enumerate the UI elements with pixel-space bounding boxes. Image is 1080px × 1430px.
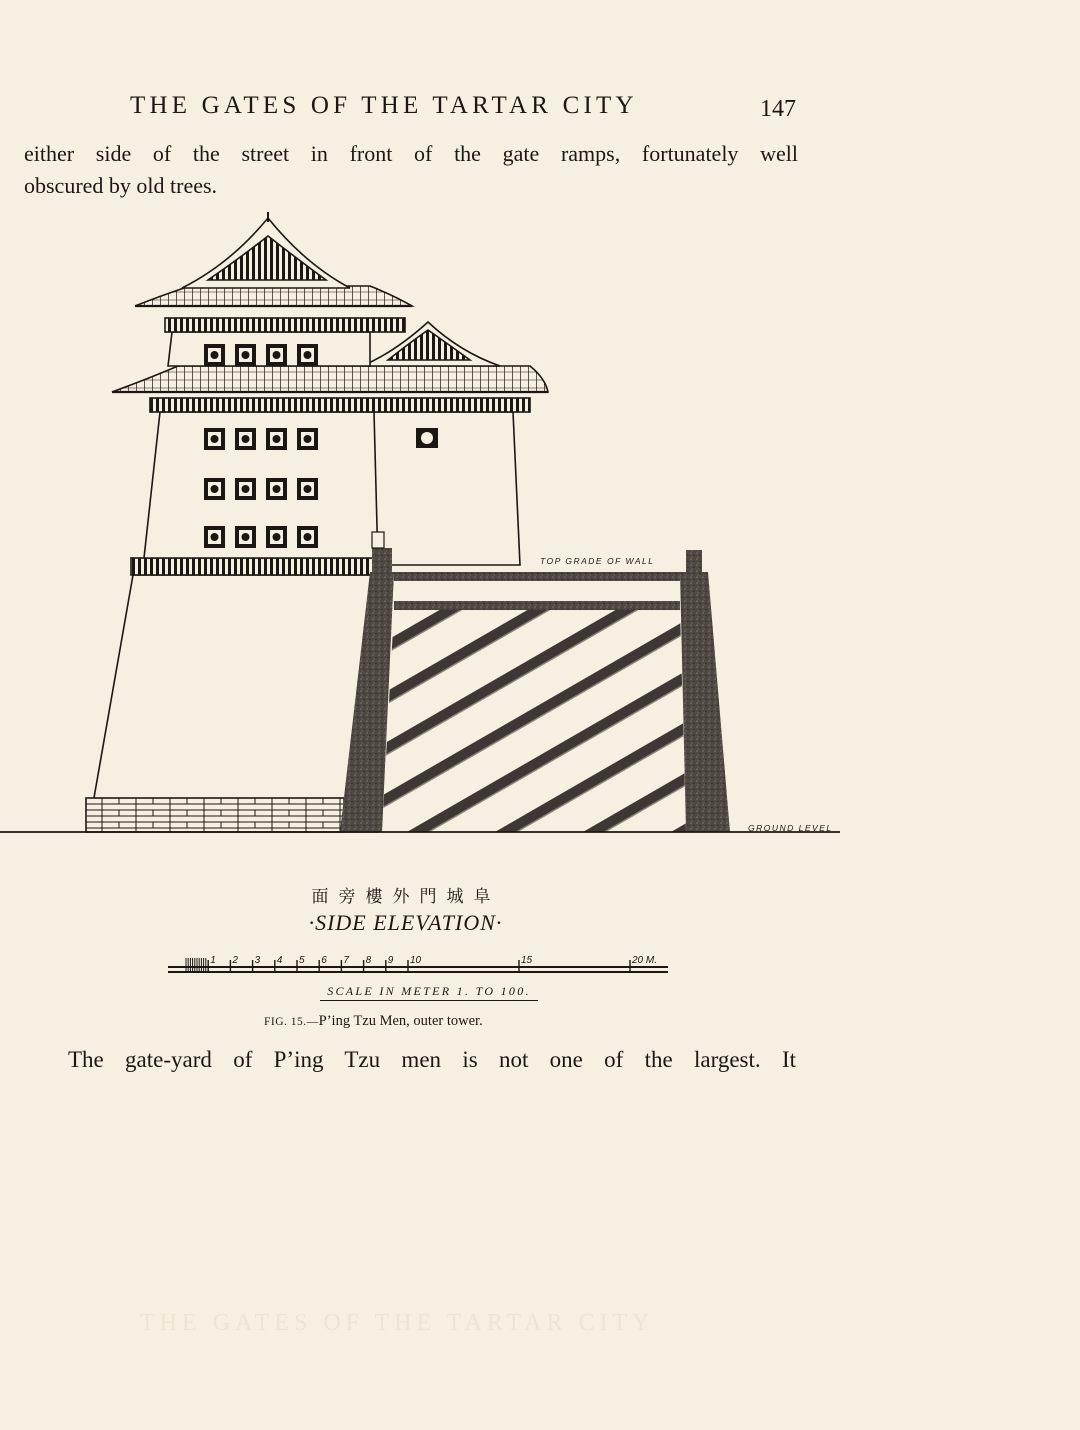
window — [297, 478, 318, 500]
window — [297, 344, 318, 366]
wall-top-slab — [394, 572, 680, 581]
page-number: 147 — [760, 96, 796, 122]
caption-body: P’ing Tzu Men, outer tower. — [318, 1013, 483, 1029]
scale-tick-label: 6 — [321, 955, 327, 966]
scale-tick-label: 15 — [521, 955, 533, 966]
tower-cornice — [131, 558, 379, 575]
body-text-line: either side of the street in front of the gate ramps, fortunately well — [24, 141, 798, 166]
top-grade-label: TOP GRADE OF WALL — [540, 556, 655, 566]
tower-base — [88, 575, 378, 832]
scale-tick-label: 2 — [232, 955, 238, 966]
window — [235, 526, 256, 548]
lower-roof — [112, 366, 548, 392]
window — [235, 428, 256, 450]
caption-prefix: FIG. 15.— — [264, 1016, 319, 1028]
show-through-text: THE GATES OF THE TARTAR CITY — [140, 1310, 655, 1336]
ground-level-label: GROUND LEVEL — [748, 823, 833, 833]
scale-tick-label: 8 — [365, 955, 372, 966]
window — [204, 478, 225, 500]
window — [297, 428, 318, 450]
window — [266, 344, 287, 366]
body-text-line: obscured by old trees. — [24, 173, 218, 198]
elevation-title: ·SIDE ELEVATION· — [308, 910, 503, 935]
scale-tick-label: 20 M. — [632, 955, 658, 966]
brick-plinth — [86, 798, 344, 832]
scale-bar — [168, 955, 668, 972]
window — [204, 344, 225, 366]
window — [204, 428, 225, 450]
scale-tick-label: 9 — [387, 955, 394, 966]
window — [266, 478, 287, 500]
scale-tick-label: 1 — [210, 955, 216, 966]
scale-tick-label: 7 — [343, 955, 349, 966]
scale-caption: SCALE IN METER 1. TO 100. — [320, 984, 538, 1001]
wall-right-face — [680, 572, 730, 832]
window — [297, 526, 318, 548]
window — [266, 526, 287, 548]
scale-tick-label: 10 — [410, 955, 422, 966]
wall-inner-band — [394, 601, 680, 610]
window — [416, 428, 438, 448]
parapet-right — [686, 550, 702, 572]
figure-caption — [264, 1013, 564, 1030]
window — [266, 428, 287, 450]
parapet-left — [372, 548, 392, 572]
running-head: THE GATES OF THE TARTAR CITY — [130, 92, 638, 119]
scale-tick-label: 4 — [276, 955, 283, 966]
wall-interior-hatch — [382, 610, 686, 832]
side-upper-body — [374, 412, 520, 565]
window — [235, 344, 256, 366]
window — [204, 526, 225, 548]
tower-upper-body — [144, 412, 378, 558]
chinese-title: 面旁樓外門城阜 — [311, 887, 501, 906]
window — [235, 478, 256, 500]
body-text-line: The gate-yard of P’ing Tzu men is not one of the largest. It — [68, 1047, 796, 1072]
scale-tick-label: 3 — [254, 955, 261, 966]
scale-tick-label: 5 — [299, 955, 305, 966]
lower-bracket-frieze — [150, 398, 530, 412]
upper-roof — [135, 286, 412, 306]
side-elevation-drawing — [0, 200, 1080, 1000]
